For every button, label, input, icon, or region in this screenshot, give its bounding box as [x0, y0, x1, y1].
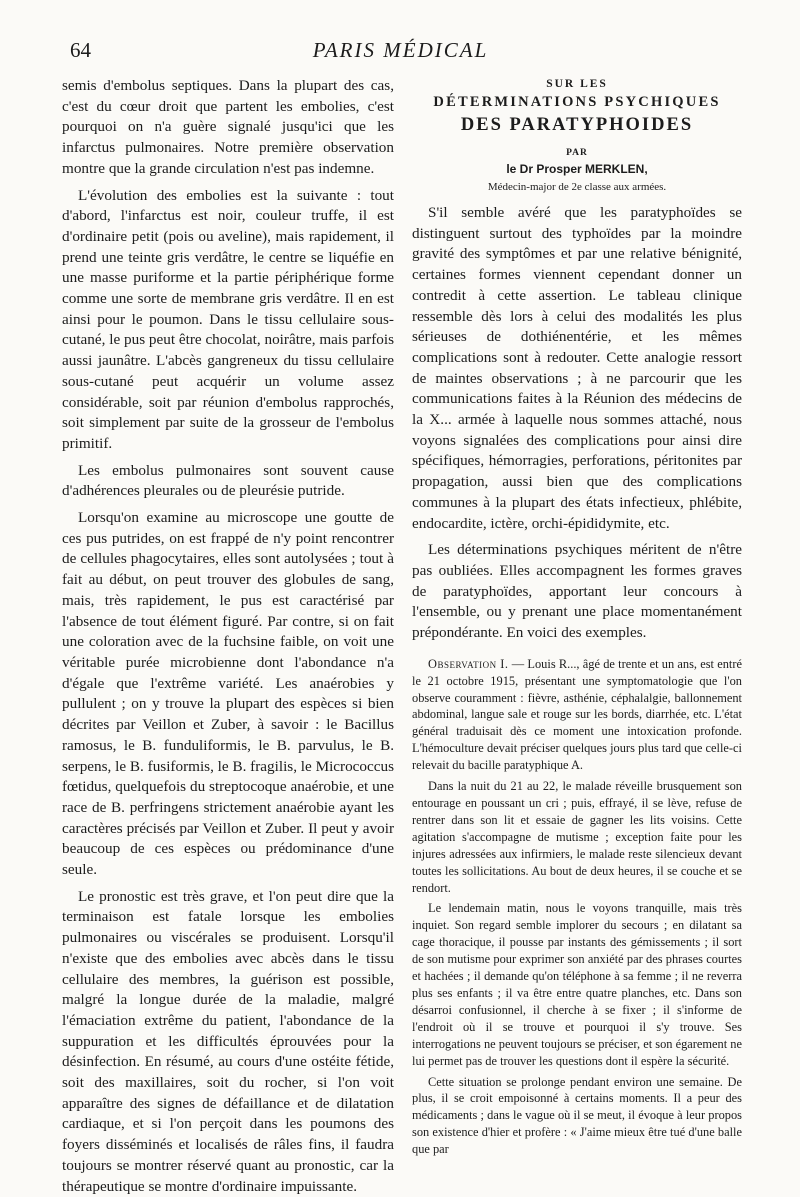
- article-by: PAR: [566, 148, 588, 158]
- left-paragraph-5: Le pronostic est très grave, et l'on peut dire que la terminaison est fatale lorsque les embolies pulmonaires ou viscérales se produisent. Lorsqu'il n'existe que des embolies avec abcès dans le tissu cellulaire des membres, la guérison est possible, malgré la longue durée de la maladie, malgré l'émaciation extrême du patient, l'abondance de la suppuration et les difficultés éprouvées pour la désinfection. En résumé, au cours d'une ostéite fétide, soit des maxillaires, soit du rocher, si l'on voit apparaître des signes de défaillance et de dilatation cardiaque, et si l'on perçoit dans les poumons des foyers disséminés et localisés de râles fins, il faudra toujours se montrer réservé quant au pronostic, car la thérapeutique se montre d'ordinaire impuissante.: [62, 887, 394, 1195]
- right-paragraph-2: Les déterminations psychiques méritent de n'être pas oubliées. Elles accompagnent les formes graves de paratyphoïdes, apportant leur concours à l'ensemble, ou y prenant une place momentanément prépondérante. En voici des exemples.: [412, 541, 742, 642]
- page-number: 64: [70, 38, 91, 62]
- article-author-rank: Médecin-major de 2e classe aux armées.: [487, 181, 667, 193]
- observation-paragraph-1: [412, 656, 742, 774]
- right-paragraph-1: S'il semble avéré que les paratyphoïdes se distinguent surtout des typhoïdes par la moindre gravité des symptômes et par une relative bénignité, certaines formes viennent cependant donner un contredit à cette assertion. Le tableau clinique ressemble dès lors à celui des modalités les plus sérieuses de dothiénentérie, et les mêmes complications sont à redouter. Cette analogie ressort de maintes observations ; à ne parcourir que les communications faites à la Réunion des médecins de la X... armée à laquelle nous sommes attaché, nous voyons signalées des complications pour ainsi dire spécifiques, hémorragies, perforations, péritonites par propagation, aussi bien que des complications communes à la plupart des états infectieux, phlébite, endocardite, ictère, orchi-épididymite, etc.: [412, 204, 742, 532]
- article-title-line-2: DES PARATYPHOIDES: [460, 115, 694, 135]
- article-title-line-1: DÉTERMINATIONS PSYCHIQUES: [433, 94, 721, 110]
- observation-paragraph-4: Cette situation se prolonge pendant environ une semaine. De plus, il se croit empoisonné à certains moments. Il a peur des médicaments ; dans le vague où il se meut, il évoque à leur propos son existence d'hier et profère : « J'aime mieux être tué d'une balle que par: [412, 1074, 742, 1157]
- observation-section: [412, 656, 742, 1158]
- running-title: PARIS MÉDICAL: [312, 38, 489, 62]
- left-paragraph-1: semis d'embolus septiques. Dans la plupart des cas, c'est du cœur droit que partent les embolies, c'est pourquoi on n'a guère signalé jusqu'ici que les infarctus pulmonaires. Notre première observation montre que la grande circulation n'est pas indemne.: [62, 77, 394, 177]
- left-column: [62, 76, 394, 1197]
- right-column: [412, 76, 742, 1158]
- left-paragraph-2: L'évolution des embolies est la suivante : tout d'abord, l'infarctus est noir, couleur truffe, il est d'ordinaire petit (pois ou aveline), mais rapidement, il prend une teinte gris verdâtre, le centre se liquéfie en une masse puriforme et la partie périphérique forme comme une sorte de membrane gris verdâtre. Il en est ainsi pour le poumon. Dans le tissu cellulaire sous-cutané, le pus peut être chocolat, noirâtre, mais parfois aussi jaunâtre. L'abcès gangreneux du tissu cellulaire sous-cutané peut acquérir un volume assez considérable, soit par réunion d'embolus rapprochés, soit simplement par suite de la grosseur de l'embolus primitif.: [62, 186, 394, 452]
- page-header: [58, 38, 743, 72]
- article-author: le Dr Prosper MERKLEN,: [506, 162, 648, 176]
- left-paragraph-4: Lorsqu'on examine au microscope une goutte de ces pus putrides, on est frappé de n'y point rencontrer de cellules phagocytaires, elles sont autolysées ; tout à fait au début, on peut trouver des globules de sang, mais, très rapidement, le pus est caractérisé par l'absence de tout élément figuré. Par contre, si on fait une coloration avec de la fuchsine faible, on voit une véritable purée microbienne dont l'abondance n'a d'égale que l'extrême variété. Les anaérobies y pullulent ; on y trouve la plupart des espèces si bien décrites par Veillon et Zuber, à savoir : le Bacillus ramosus, le B. funduliformis, le B. parvulus, le B. serpens, le B. fusiformis, le B. fragilis, le Micrococcus fœtidus, quelquefois du streptocoque anaérobie, et une race de B. perfringens strictement anaérobie ayant les caractères précisés par Veillon et Zuber. Il peut y avoir beaucoup de ces espèces ou prédominance d'une seule.: [62, 509, 394, 879]
- article-body: [412, 203, 742, 644]
- article-prefix: SUR LES: [546, 78, 608, 90]
- observation-label: Observation I.: [428, 656, 509, 671]
- left-paragraph-3: Les embolus pulmonaires sont souvent cause d'adhérences pleurales ou de pleurésie putride.: [62, 461, 394, 500]
- observation-text-1: — Louis R..., âgé de trente et un ans, est entré le 21 octobre 1915, présentant une symptomatologie que l'on observe couramment : fièvre, asthénie, céphalalgie, ballonnement abdominal, langue sale et rouge sur les bords, diarrhée, etc. L'état général traduisait dès ce moment une intoxication profonde. L'hémoculture devait préciser quelques jours plus tard que celle-ci relevait du bacille paratyphique A.: [412, 656, 742, 773]
- observation-paragraph-3: Le lendemain matin, nous le voyons tranquille, mais très inquiet. Son regard semble implorer du secours ; en dilatant sa cage thoracique, il pousse par instants des gémissements ; il sort de son mutisme pour exprimer son anxiété par des phrases courtes et hachées ; il demande qu'on téléphone à sa femme ; il ne reverra plus ses enfants ; il va être entre quatre planches, etc. Dans son désarroi confusionnel, il cherche à se fixer ; il s'informe de l'endroit où il se trouve et pourquoi il s'y trouve. Ses interrogations ne peuvent toujours se préciser, et son égarement ne lui permet pas de trouver les questions dont il espère la sécurité.: [412, 901, 742, 1068]
- article-heading: [412, 76, 742, 193]
- observation-paragraph-2: Dans la nuit du 21 au 22, le malade réveille brusquement son entourage en poussant un cri ; puis, effrayé, il se lève, refuse de rentrer dans son lit et essaie de gagner les lits voisins. Cette agitation s'accompagne de mutisme ; exception faite pour les injures adressées aux infirmiers, le malade reste silencieux devant toutes les sollicitations. Au bout de deux heures, il se couche et se rendort.: [412, 779, 742, 895]
